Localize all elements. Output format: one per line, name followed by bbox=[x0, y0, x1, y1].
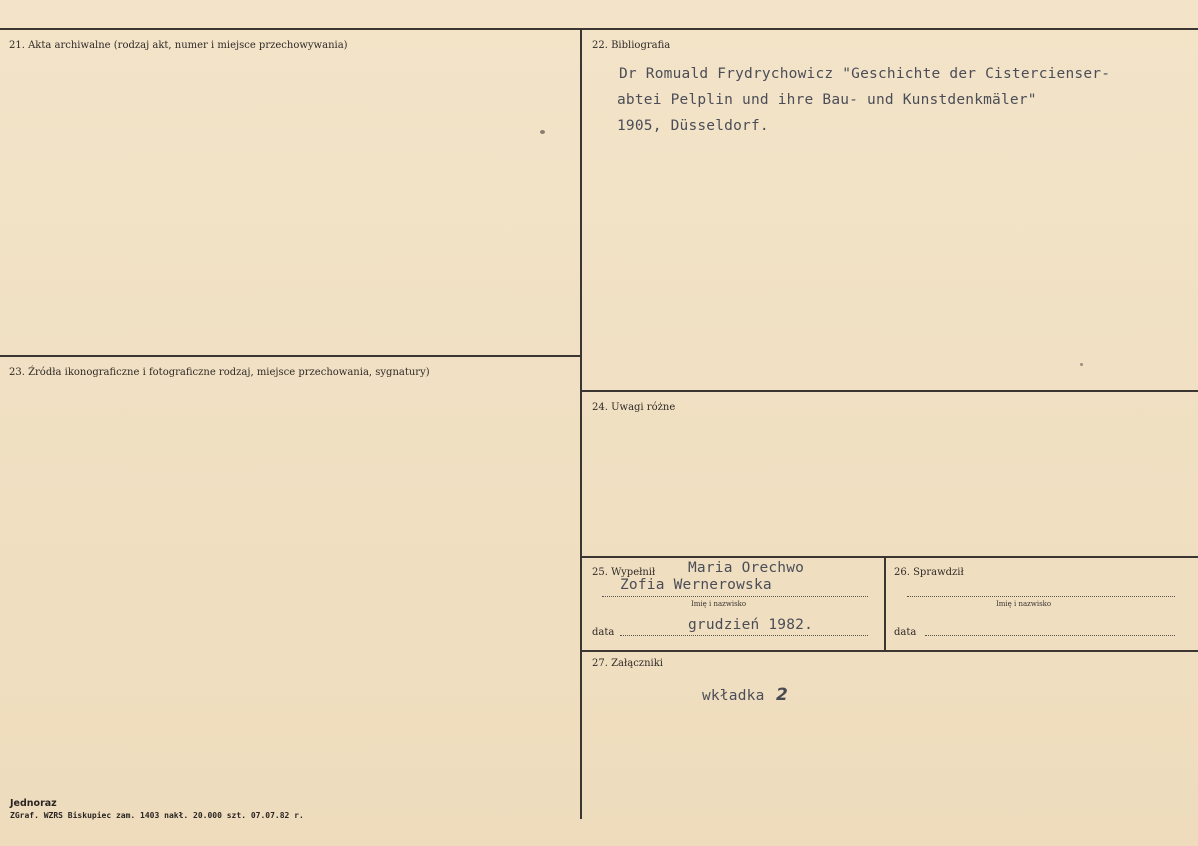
filled-by-name-1: Maria Orechwo bbox=[688, 560, 805, 576]
filled-by-name-2: Zofia Wernerowska bbox=[620, 577, 772, 593]
bibliography-line-1: Dr Romuald Frydrychowicz "Geschichte der Cistercienser- bbox=[619, 66, 1111, 82]
section-27-label: 27. Załączniki bbox=[592, 658, 663, 669]
attachments-number: 2 bbox=[776, 685, 788, 705]
bibliography-line-3: 1905, Düsseldorf. bbox=[617, 118, 769, 134]
divider-22-24 bbox=[581, 390, 1198, 392]
bibliography-line-2: abtei Pelplin und ihre Bau- und Kunstdenkmäler" bbox=[617, 92, 1037, 108]
section-24-label: 24. Uwagi różne bbox=[592, 402, 676, 413]
paper-speck bbox=[540, 130, 545, 134]
divider-21-23 bbox=[0, 355, 581, 357]
center-divider bbox=[580, 29, 582, 819]
top-border bbox=[0, 28, 1198, 30]
footer-line-1: Jednoraz bbox=[10, 798, 57, 809]
filled-by-date-line bbox=[620, 635, 868, 636]
checked-by-date-label: data bbox=[894, 627, 917, 638]
checked-by-date-line bbox=[925, 635, 1175, 636]
filled-by-name-caption: Imię i nazwisko bbox=[691, 600, 747, 608]
divider-25-27 bbox=[581, 650, 1198, 652]
checked-by-name-caption: Imię i nazwisko bbox=[996, 600, 1052, 608]
divider-24-25 bbox=[581, 556, 1198, 558]
section-23-label: 23. Źródła ikonograficzne i fotograficzne rodzaj, miejsce przechowania, sygnatury) bbox=[9, 367, 430, 378]
filled-by-name-line bbox=[602, 596, 868, 597]
section-21-label: 21. Akta archiwalne (rodzaj akt, numer i miejsce przechowywania) bbox=[9, 40, 348, 51]
checked-by-name-line bbox=[907, 596, 1175, 597]
filled-by-date-label: data bbox=[592, 627, 615, 638]
section-26-label: 26. Sprawdził bbox=[894, 567, 964, 578]
section-22-label: 22. Bibliografia bbox=[592, 40, 671, 51]
footer-line-2: ZGraf. WZRS Biskupiec zam. 1403 nakł. 20.000 szt. 07.07.82 r. bbox=[10, 811, 304, 820]
filled-by-date-value: grudzień 1982. bbox=[688, 617, 814, 633]
attachments-value: wkładka bbox=[702, 688, 765, 704]
paper-speck bbox=[1080, 363, 1083, 366]
divider-25-26 bbox=[884, 557, 886, 650]
section-25-label: 25. Wypełnił bbox=[592, 567, 656, 578]
